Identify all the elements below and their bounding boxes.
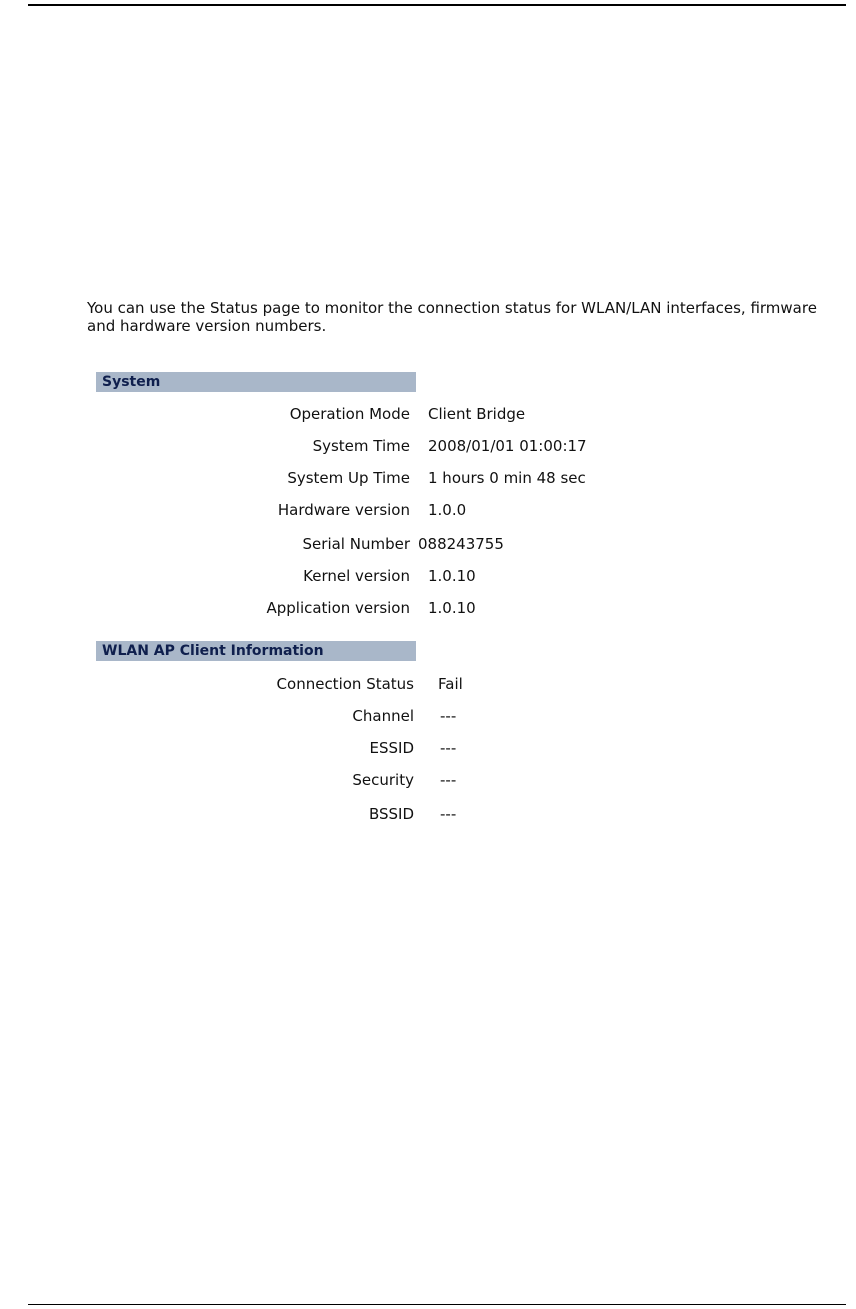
application-version-label: Application version [266, 599, 410, 617]
essid-label: ESSID [369, 739, 414, 757]
security-value: --- [440, 771, 457, 789]
system-section-header: System [96, 372, 416, 392]
essid-value: --- [440, 739, 457, 757]
wlan-section-header: WLAN AP Client Information [96, 641, 416, 661]
kernel-version-value: 1.0.10 [428, 567, 476, 585]
system-row-hardware-version [0, 498, 410, 522]
system-row-serial-number [0, 532, 410, 556]
system-up-time-value: 1 hours 0 min 48 sec [428, 469, 586, 487]
system-row-up-time [0, 466, 410, 490]
wlan-row-bssid [0, 802, 414, 826]
security-label: Security [352, 771, 414, 789]
system-row-kernel-version [0, 564, 410, 588]
connection-status-label: Connection Status [276, 675, 414, 693]
serial-number-value: 088243755 [418, 535, 504, 553]
serial-number-label: Serial Number [302, 535, 410, 553]
system-time-value: 2008/01/01 01:00:17 [428, 437, 587, 455]
wlan-row-essid [0, 736, 414, 760]
hardware-version-label: Hardware version [277, 501, 410, 519]
top-divider [28, 4, 846, 6]
system-up-time-label: System Up Time [287, 469, 410, 487]
system-row-application-version [0, 596, 410, 620]
operation-mode-label: Operation Mode [289, 405, 410, 423]
channel-value: --- [440, 707, 457, 725]
intro-text: You can use the Status page to monitor the connection status for WLAN/LAN interfaces, firmware and hardware version numbers. [87, 299, 817, 335]
bssid-value: --- [440, 805, 457, 823]
system-time-label: System Time [312, 437, 410, 455]
operation-mode-value: Client Bridge [428, 405, 526, 423]
bssid-label: BSSID [368, 805, 414, 823]
wlan-row-channel [0, 704, 414, 728]
system-row-system-time [0, 434, 410, 458]
system-row-operation-mode [0, 402, 410, 426]
bottom-divider [28, 1304, 846, 1305]
connection-status-value: Fail [438, 675, 463, 693]
channel-label: Channel [352, 707, 414, 725]
wlan-row-security [0, 768, 414, 792]
kernel-version-label: Kernel version [303, 567, 410, 585]
application-version-value: 1.0.10 [428, 599, 476, 617]
hardware-version-value: 1.0.0 [428, 501, 467, 519]
wlan-row-connection-status [0, 672, 414, 696]
